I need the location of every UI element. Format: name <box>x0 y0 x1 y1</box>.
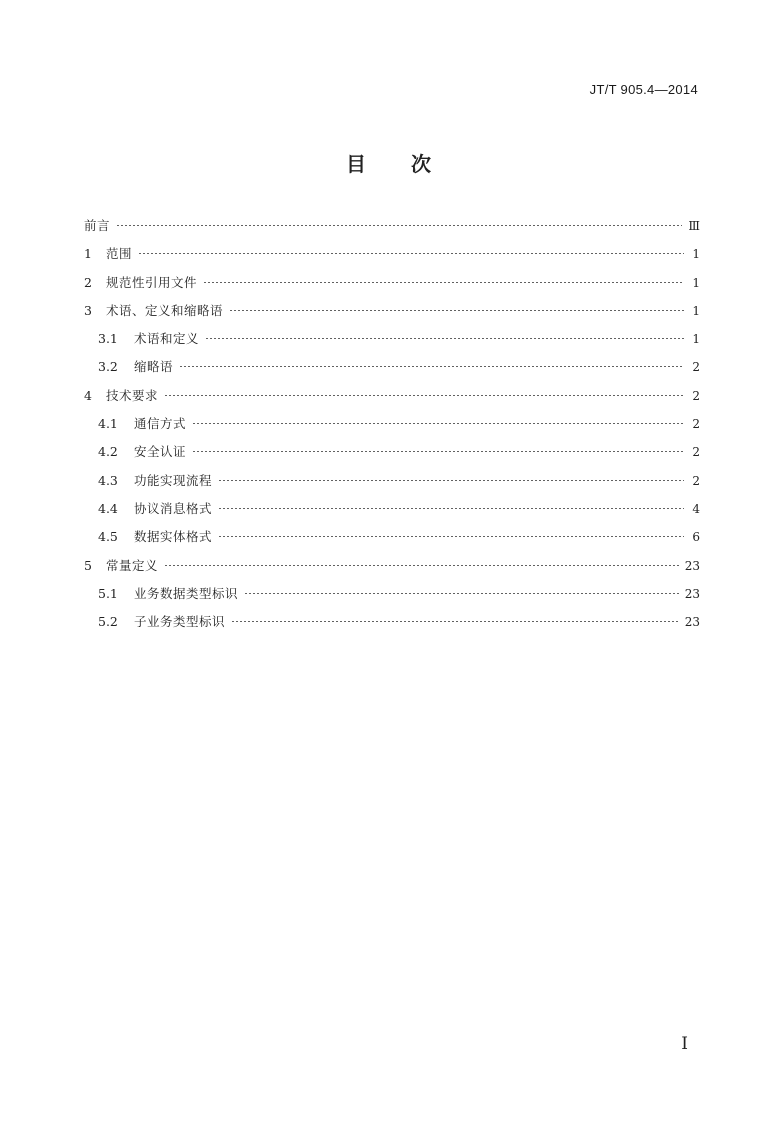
toc-entry-4-4[interactable] <box>84 495 700 523</box>
table-of-contents <box>84 212 700 636</box>
toc-number: 4.2 <box>98 444 118 460</box>
dot-leader <box>164 565 679 566</box>
toc-entry-4-3[interactable] <box>84 467 700 495</box>
toc-entry-4-5[interactable] <box>84 523 700 551</box>
toc-page: 2 <box>692 360 700 375</box>
page-title <box>0 148 778 177</box>
dot-leader <box>218 480 684 481</box>
toc-label: 技术要求 <box>106 387 159 403</box>
toc-label: 数据实体格式 <box>134 529 213 545</box>
toc-page: 1 <box>692 303 700 318</box>
toc-number: 1 <box>84 246 92 262</box>
toc-number: 4.3 <box>98 472 118 488</box>
toc-number: 3.1 <box>98 331 118 347</box>
toc-page: 23 <box>684 586 700 601</box>
toc-number: 3.2 <box>98 359 118 375</box>
toc-number: 4 <box>84 387 92 403</box>
toc-label: 安全认证 <box>134 444 187 460</box>
toc-entry-1[interactable] <box>84 240 700 268</box>
toc-number: 4.5 <box>98 529 118 545</box>
toc-label: 常量定义 <box>106 557 159 573</box>
toc-label: 规范性引用文件 <box>106 274 198 290</box>
toc-entry-2[interactable] <box>84 269 700 297</box>
dot-leader <box>218 536 684 537</box>
toc-label: 功能实现流程 <box>134 472 213 488</box>
toc-label: 协议消息格式 <box>134 500 213 516</box>
toc-number: 5 <box>84 557 92 573</box>
dot-leader <box>138 253 684 254</box>
dot-leader <box>205 338 684 339</box>
toc-label: 术语、定义和缩略语 <box>106 302 224 318</box>
dot-leader <box>116 225 682 226</box>
toc-entry-4-1[interactable] <box>84 410 700 438</box>
dot-leader <box>231 621 679 622</box>
toc-label: 子业务类型标识 <box>134 614 226 630</box>
toc-page: 2 <box>692 388 700 403</box>
toc-page: 1 <box>692 247 700 262</box>
toc-entry-5-2[interactable] <box>84 608 700 636</box>
toc-label: 前言 <box>84 218 111 233</box>
page-folio: I <box>681 1034 688 1054</box>
toc-page: 23 <box>684 558 700 573</box>
dot-leader <box>164 395 684 396</box>
dot-leader <box>192 451 684 452</box>
toc-page: 6 <box>692 530 700 545</box>
dot-leader <box>192 423 684 424</box>
toc-page: 2 <box>692 473 700 488</box>
title-char-1: 目 <box>346 152 367 176</box>
dot-leader <box>203 282 684 283</box>
toc-page: 2 <box>692 445 700 460</box>
toc-label: 缩略语 <box>134 359 174 375</box>
toc-number: 2 <box>84 274 92 290</box>
dot-leader <box>244 593 679 594</box>
toc-entry-4-2[interactable] <box>84 438 700 466</box>
toc-entry-5-1[interactable] <box>84 580 700 608</box>
toc-number: 4.1 <box>98 416 118 432</box>
title-char-2: 次 <box>411 152 432 176</box>
toc-entry-4[interactable] <box>84 382 700 410</box>
toc-page: Ⅲ <box>688 219 700 233</box>
dot-leader <box>179 366 684 367</box>
toc-page: 23 <box>684 615 700 630</box>
toc-entry-3[interactable] <box>84 297 700 325</box>
toc-number: 3 <box>84 302 92 318</box>
toc-number: 4.4 <box>98 500 118 516</box>
toc-page: 1 <box>692 332 700 347</box>
toc-page: 1 <box>692 275 700 290</box>
standard-code: JT/T 905.4—2014 <box>589 82 698 97</box>
toc-label: 范围 <box>106 246 133 262</box>
dot-leader <box>229 310 684 311</box>
toc-page: 4 <box>692 501 700 516</box>
toc-entry-5[interactable] <box>84 552 700 580</box>
toc-label: 业务数据类型标识 <box>134 585 239 601</box>
toc-number: 5.2 <box>98 614 118 630</box>
dot-leader <box>218 508 684 509</box>
toc-entry-3-1[interactable] <box>84 325 700 353</box>
toc-entry-foreword[interactable] <box>84 212 700 240</box>
toc-label: 术语和定义 <box>134 331 200 347</box>
toc-entry-3-2[interactable] <box>84 353 700 381</box>
toc-number: 5.1 <box>98 585 118 601</box>
toc-page: 2 <box>692 417 700 432</box>
toc-label: 通信方式 <box>134 416 187 432</box>
